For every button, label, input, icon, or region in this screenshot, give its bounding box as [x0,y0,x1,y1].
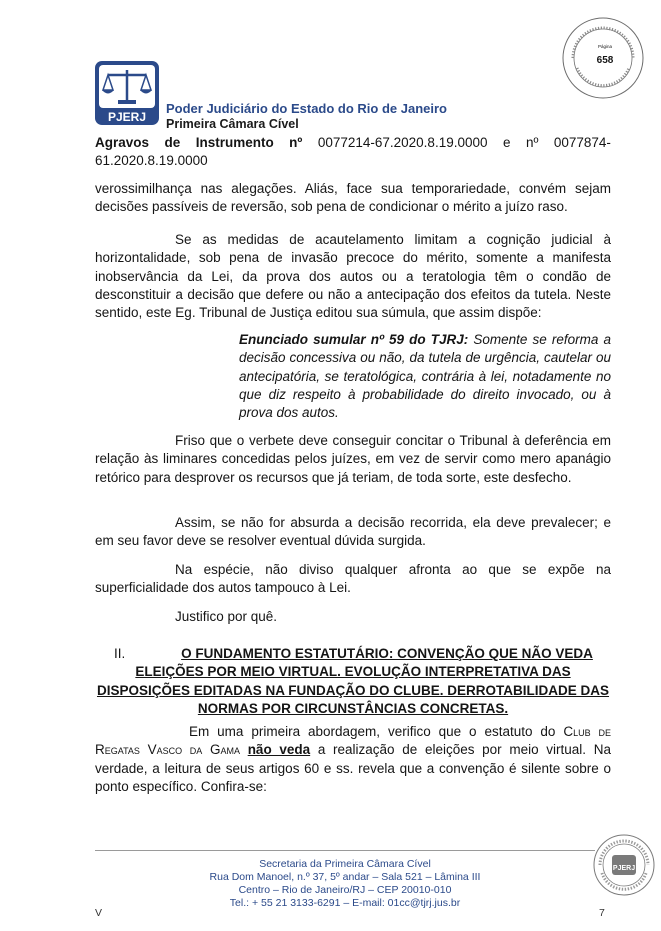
case-number-2-label: nº [525,135,539,150]
paragraph-2 [95,231,611,322]
paragraph-5-text: Na espécie, não diviso qualquer afronta ao que se expõe na superficialidade dos autos tampouco à Lei. [95,562,611,596]
paragraph-5 [95,561,611,598]
paragraph-6-text: Justifico por quê. [175,609,278,624]
seal-logo-text: PJERJ [612,865,636,872]
digital-signature-seal-icon [592,833,656,897]
paragraph-6 [95,608,611,626]
footer-line-2: Rua Dom Manoel, n.º 37, 5º andar – Sala 521 – Lâmina III [209,871,481,883]
paragraph-1: verossimilhança nas alegações. Aliás, face sua temporariedade, convém sejam decisões passíveis de reversão, sob pena de condicionar o mérito a juízo raso. [95,181,611,215]
quote-label: Enunciado sumular nº 59 do TJRJ: [239,332,469,347]
paragraph-2-text: Se as medidas de acautelamento limitam a cognição judicial à horizontalidade, sob pena de invasão precoce do mérito, somente a manifesta inobservância da Lei, da prova dos autos ou a teratologia têm o condão de desconstituir a decisão que defere ou não a antecipação dos efeitos da tutela. Neste sentido, este Eg. Tribunal de Justiça editou sua súmula, que assim dispõe: [95,232,611,321]
section-title: O FUNDAMENTO ESTATUTÁRIO: CONVENÇÃO QUE NÃO VEDA ELEIÇÕES POR MEIO VIRTUAL. EVOLUÇÃO INTERPRETATIVA DAS DISPOSIÇÕES EDITADAS NA FUNDAÇÃO DO CLUBE. DERROTABILIDADE DAS NORMAS POR CIRCUNSTÂNCIAS CONCRETAS. [96,646,610,716]
case-number-2-b: 61.2020.8.19.0000 [95,153,208,168]
chamber-name: Primeira Câmara Cível [166,117,299,131]
paragraph-3 [95,432,611,487]
paragraph-7-c: a realização de eleições por meio virtual. Na verdade, a leitura de seus artigos 60 e ss. revela que a convenção é silente sobre o ponto específico. Confira-se: [95,742,611,794]
section-number: II. [114,646,126,661]
quote-text: Somente se reforma a decisão concessiva ou não, da tutela de urgência, cautelar ou antecipatória, se teratológica, contrária à lei, notadamente no que diz respeito à probabilidade do direito invocado, ou à prova dos autos. [239,332,611,421]
logo-text: PJERJ [107,110,147,124]
paragraph-7-a: Em uma primeira abordagem, verifico que o estatuto do [189,724,564,739]
case-conj: e [502,135,511,150]
footer-line-4: Tel.: + 55 21 3133-6291 – E-mail: 01cc@tjrj.jus.br [229,897,461,909]
case-number-1: 0077214-67.2020.8.19.0000 [317,135,488,150]
paragraph-7 [95,723,611,796]
footer-left-mark: V [95,907,103,919]
paragraph-4 [95,514,611,551]
footer-page-number: 7 [599,907,605,919]
paragraph-3-text: Friso que o verbete deve conseguir concitar o Tribunal à deferência em relação às liminares concedidas pelos juízes, em vez de servir como mero apanágio retórico para desprover os recursos que já teriam, de toda sorte, este desfecho. [95,433,611,485]
footer-line-1: Secretaria da Primeira Câmara Cível [259,858,431,870]
court-name: Poder Judiciário do Estado do Rio de Janeiro [166,101,447,116]
pjerj-logo-icon [94,60,160,126]
sumula-quote [239,331,611,422]
case-number-line [95,134,611,152]
footer-address [185,858,505,910]
case-number-2-a: 0077874- [553,135,611,150]
club-name: Club de Regatas Vasco da Gama [95,724,611,758]
paragraph-4-text: Assim, se não for absurda a decisão recorrida, ela deve prevalecer; e em seu favor deve se resolver eventual dúvida surgida. [95,515,611,549]
footer-divider [95,850,595,851]
case-label: Agravos de Instrumento nº [95,135,303,150]
page-stamp-number: 658 [596,55,614,66]
nao-veda-emphasis: não veda [247,742,311,758]
seal-label: Página [597,44,612,49]
footer-line-3: Centro – Rio de Janeiro/RJ – CEP 20010-010 [238,884,452,896]
